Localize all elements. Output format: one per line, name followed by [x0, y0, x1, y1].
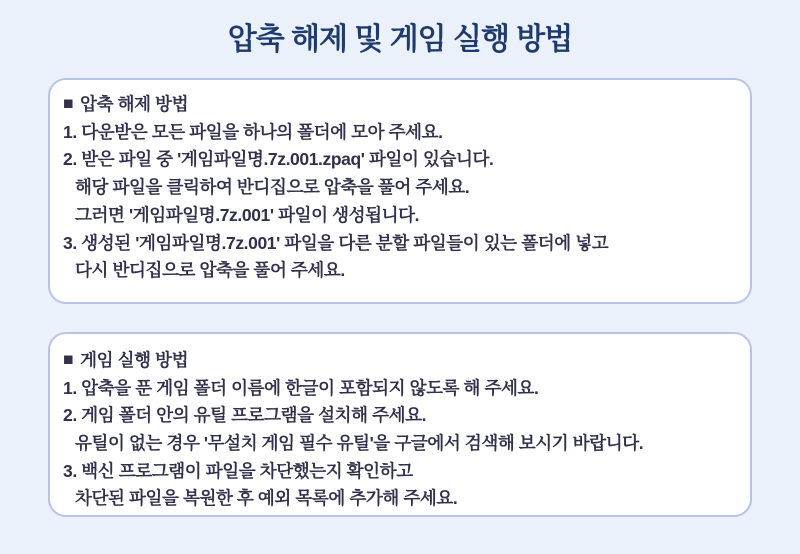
instruction-line: 3. 백신 프로그램이 파일을 차단했는지 확인하고	[63, 460, 413, 481]
square-bullet-icon: ■	[63, 93, 74, 113]
instruction-line: 해당 파일을 클릭하여 반디집으로 압축을 풀어 주세요.	[75, 177, 470, 198]
instruction-line: 3. 생성된 '게임파일명.7z.001' 파일을 다른 분할 파일들이 있는 폴더에 넣고	[63, 232, 609, 253]
section-unzip-heading	[63, 91, 736, 119]
square-bullet-icon: ■	[63, 348, 74, 369]
section-run-game-instructions	[48, 332, 752, 517]
instruction-line: 1. 압축을 푼 게임 폴더 이름에 한글이 포함되지 않도록 해 주세요.	[63, 377, 539, 398]
instruction-line: 차단된 파일을 복원한 후 예외 목록에 추가해 주세요.	[75, 488, 458, 509]
instruction-line: 2. 받은 파일 중 '게임파일명.7z.001.zpaq' 파일이 있습니다.	[63, 149, 494, 170]
section-unzip-instructions	[48, 78, 752, 304]
section-unzip-heading-label: 압축 해제 방법	[80, 94, 189, 114]
section-run-game-heading	[63, 347, 736, 375]
instruction-line: 유틸이 없는 경우 '무설치 게임 필수 유틸'을 구글에서 검색해 보시기 바랍니다.	[75, 433, 644, 454]
instruction-line: 그러면 '게임파일명.7z.001' 파일이 생성됩니다.	[75, 204, 420, 225]
page-title: 압축 해제 및 게임 실행 방법	[227, 23, 573, 56]
instruction-line: 1. 다운받은 모든 파일을 하나의 폴더에 모아 주세요.	[63, 121, 443, 142]
section-run-game-heading-label: 게임 실행 방법	[80, 349, 189, 370]
instruction-line: 2. 게임 폴더 안의 유틸 프로그램을 설치해 주세요.	[63, 405, 427, 426]
instruction-line: 다시 반디집으로 압축을 풀어 주세요.	[75, 260, 345, 281]
